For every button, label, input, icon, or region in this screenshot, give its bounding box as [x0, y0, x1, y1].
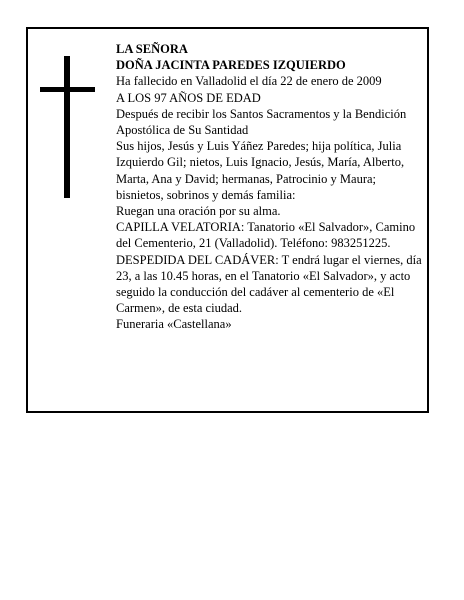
chapel-info: CAPILLA VELATORIA: Tanatorio «El Salvador», Camino del Cementerio, 21 (Valladolid). Teléfono: 983251225. — [116, 220, 416, 251]
death-date: Ha fallecido en Valladolid el día 22 de enero de 2009 — [116, 74, 382, 89]
obituary-notice — [26, 27, 429, 413]
funeral-home: Funeraria «Castellana» — [116, 317, 232, 332]
prayer-request: Ruegan una oración por su alma. — [116, 204, 281, 219]
family-list: Sus hijos, Jesús y Luis Yáñez Paredes; hija política, Julia Izquierdo Gil; nietos, Luis Ignacio, Jesús, María, Alberto, Marta, Ana y David; hermanas, Patrocinio y Maura; bisnietos, sobrinos y demás familia: — [116, 139, 405, 202]
cross-horizontal-bar — [40, 87, 95, 92]
age-line: A LOS 97 AÑOS DE EDAD — [116, 90, 261, 105]
deceased-title: LA SEÑORA — [116, 42, 188, 56]
deceased-name: DOÑA JACINTA PAREDES IZQUIERDO — [116, 58, 346, 73]
funeral-info: DESPEDIDA DEL CADÁVER: T endrá lugar el viernes, día 23, a las 10.45 horas, en el Tanatorio «El Salvador», y acto seguido la conducción del cadáver al cementerio de «El Carmen», de esta ciudad. — [116, 252, 422, 316]
cross-vertical-bar — [64, 56, 70, 198]
cross-icon — [40, 56, 95, 198]
sacraments-line: Después de recibir los Santos Sacramentos y la Bendición Apostólica de Su Santidad — [116, 106, 407, 138]
notice-text — [116, 41, 422, 333]
